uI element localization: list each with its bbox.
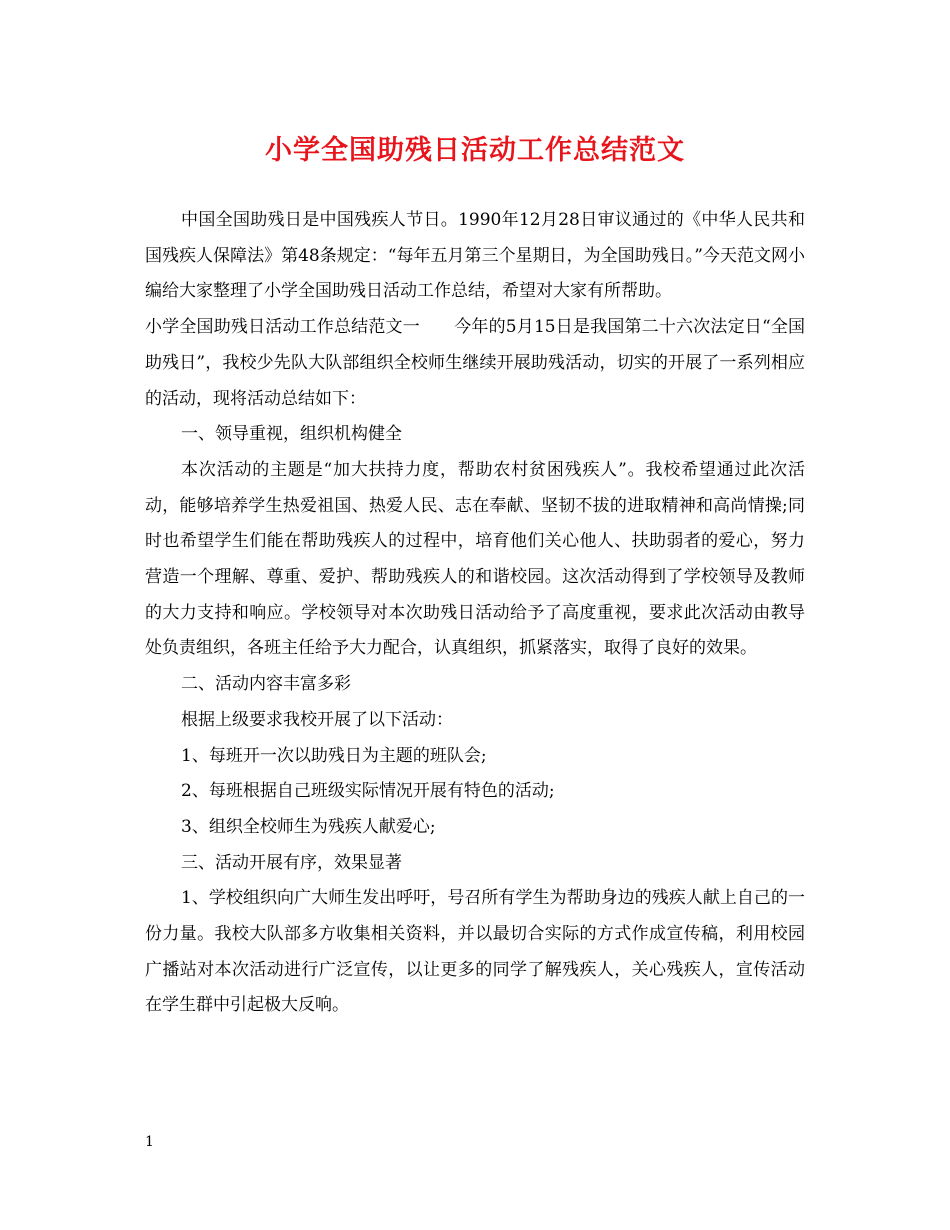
list-item-class-activities: 2、每班根据自己班级实际情况开展有特色的活动; bbox=[181, 781, 555, 802]
list-item-donation: 3、组织全校师生为残疾人献爱心; bbox=[181, 816, 436, 837]
paragraph-sample-one: 小学全国助残日活动工作总结范文一 今年的5月15日是我国第二十六次法定日“全国助残日”，我校少先队大队部组织全校师生继续开展助残活动，切实的开展了一系列相应的活动，现将活动总结如下： bbox=[145, 317, 805, 409]
document-body bbox=[145, 203, 805, 1024]
document-title: 小学全国助残日活动工作总结范文 bbox=[265, 135, 685, 166]
paragraph-appeal: 1、学校组织向广大师生发出呼吁，号召所有学生为帮助身边的残疾人献上自己的一份力量。我校大队部多方收集相关资料，并以最切合实际的方式作成宣传稿，利用校园广播站对本次活动进行广泛宣传，以让更多的同学了解残疾人，关心残疾人，宣传活动在学生群中引起极大反响。 bbox=[145, 888, 805, 1016]
paragraph-requirements: 根据上级要求我校开展了以下活动： bbox=[181, 709, 453, 730]
section-heading-activities: 二、活动内容丰富多彩 bbox=[181, 674, 351, 695]
page-number: 1 bbox=[145, 1134, 154, 1150]
paragraph-intro: 中国全国助残日是中国残疾人节日。1990年12月28日审议通过的《中华人民共和国残疾人保障法》第48条规定：“每年五月第三个星期日，为全国助残日。”今天范文网小编给大家整理了小学全国助残日活动工作总结，希望对大家有所帮助。 bbox=[145, 210, 805, 302]
section-heading-results: 三、活动开展有序，效果显著 bbox=[181, 852, 402, 873]
list-item-class-meeting: 1、每班开一次以助残日为主题的班队会; bbox=[181, 745, 487, 766]
paragraph-theme: 本次活动的主题是“加大扶持力度，帮助农村贫困残疾人”。我校希望通过此次活动，能够培养学生热爱祖国、热爱人民、志在奉献、坚韧不拔的进取精神和高尚情操;同时也希望学生们能在帮助残疾人的过程中，培育他们关心他人、扶助弱者的爱心，努力营造一个理解、尊重、爱护、帮助残疾人的和谐校园。这次活动得到了学校领导及教师的大力支持和响应。学校领导对本次助残日活动给予了高度重视，要求此次活动由教导处负责组织，各班主任给予大力配合，认真组织，抓紧落实，取得了良好的效果。 bbox=[145, 459, 805, 659]
section-heading-leadership: 一、领导重视，组织机构健全 bbox=[181, 424, 402, 445]
